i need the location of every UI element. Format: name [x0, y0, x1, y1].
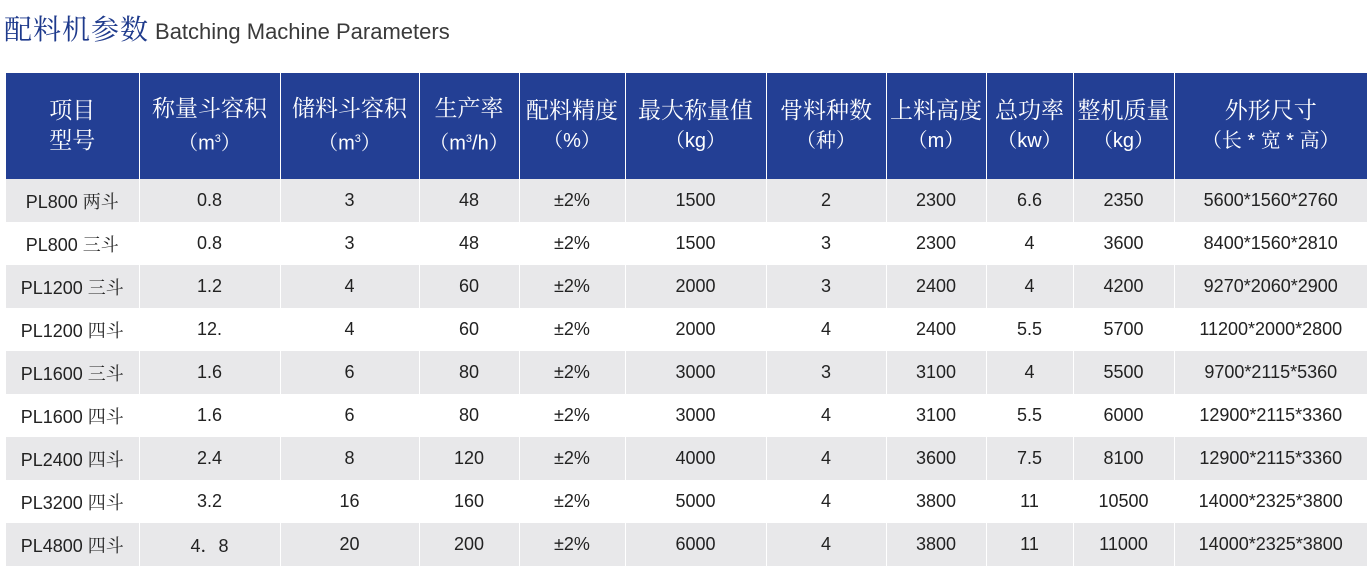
table-cell: 9700*2115*5360 — [1174, 351, 1367, 394]
table-cell: ±2% — [519, 179, 625, 222]
table-cell: 4 — [766, 308, 886, 351]
table-row — [6, 308, 1367, 351]
table-cell: 12900*2115*3360 — [1174, 394, 1367, 437]
header-loading-height: 上料高度 （m） — [886, 73, 986, 179]
table-cell: 4．8 — [139, 523, 280, 566]
table-cell: ±2% — [519, 222, 625, 265]
table-cell: 8100 — [1073, 437, 1174, 480]
table-header-row — [6, 73, 1367, 179]
table-cell: 48 — [419, 222, 519, 265]
table-cell: 3.2 — [139, 480, 280, 523]
table-cell: PL1200 三斗 — [6, 265, 139, 308]
table-cell: 3600 — [1073, 222, 1174, 265]
table-cell: 5000 — [625, 480, 766, 523]
table-cell: 1.2 — [139, 265, 280, 308]
header-machine-mass: 整机质量 （kg） — [1073, 73, 1174, 179]
table-cell: 2 — [766, 179, 886, 222]
table-cell: 200 — [419, 523, 519, 566]
table-cell: 4 — [280, 308, 419, 351]
table-cell: 1.6 — [139, 394, 280, 437]
table-row — [6, 265, 1367, 308]
header-model: 项目 型号 — [6, 73, 139, 179]
table-cell: 2000 — [625, 265, 766, 308]
table-cell: 3 — [280, 222, 419, 265]
table-cell: 14000*2325*3800 — [1174, 523, 1367, 566]
table-cell: PL1600 四斗 — [6, 394, 139, 437]
table-cell: 3100 — [886, 394, 986, 437]
table-cell: 4000 — [625, 437, 766, 480]
header-storage-hopper-volume: 储料斗容积 $(m^3)$ — [280, 73, 419, 179]
table-cell: 4 — [766, 437, 886, 480]
table-cell: 8400*1560*2810 — [1174, 222, 1367, 265]
table-cell: 3600 — [886, 437, 986, 480]
table-cell: 4 — [986, 222, 1073, 265]
title-chinese: 配料机参数 — [4, 13, 150, 46]
table-cell: 11 — [986, 480, 1073, 523]
table-cell: 20 — [280, 523, 419, 566]
table-cell: 4 — [280, 265, 419, 308]
table-cell: 2300 — [886, 179, 986, 222]
table-cell: PL1200 四斗 — [6, 308, 139, 351]
table-cell: 5600*1560*2760 — [1174, 179, 1367, 222]
table-cell: 11 — [986, 523, 1073, 566]
table-cell: 6.6 — [986, 179, 1073, 222]
table-cell: 2400 — [886, 308, 986, 351]
table-cell: 1500 — [625, 222, 766, 265]
table-cell: 9270*2060*2900 — [1174, 265, 1367, 308]
table-cell: 4 — [986, 351, 1073, 394]
table-cell: 10500 — [1073, 480, 1174, 523]
table-cell: 4 — [986, 265, 1073, 308]
table-cell: 80 — [419, 351, 519, 394]
table-cell: 0.8 — [139, 222, 280, 265]
table-cell: 5.5 — [986, 394, 1073, 437]
table-cell: 5500 — [1073, 351, 1174, 394]
table-cell: ±2% — [519, 480, 625, 523]
table-row — [6, 480, 1367, 523]
table-cell: 12900*2115*3360 — [1174, 437, 1367, 480]
table-row — [6, 523, 1367, 566]
table-cell: 0.8 — [139, 179, 280, 222]
table-cell: 2000 — [625, 308, 766, 351]
table-cell: PL4800 四斗 — [6, 523, 139, 566]
table-row — [6, 351, 1367, 394]
table-cell: 6000 — [625, 523, 766, 566]
table-row — [6, 222, 1367, 265]
table-cell: 3000 — [625, 351, 766, 394]
header-total-power: 总功率 （kw） — [986, 73, 1073, 179]
table-cell: 3000 — [625, 394, 766, 437]
table-row — [6, 437, 1367, 480]
table-cell: 2.4 — [139, 437, 280, 480]
table-cell: 1500 — [625, 179, 766, 222]
table-row — [6, 179, 1367, 222]
table-cell: 16 — [280, 480, 419, 523]
table-cell: 4 — [766, 480, 886, 523]
table-cell: PL2400 四斗 — [6, 437, 139, 480]
table-body — [6, 179, 1367, 566]
page-title — [4, 8, 450, 48]
header-dimensions: 外形尺寸 （长 * 宽 * 高） — [1174, 73, 1367, 179]
table-cell: 12. — [139, 308, 280, 351]
table-cell: ±2% — [519, 308, 625, 351]
table-cell: 3 — [766, 265, 886, 308]
table-cell: 4200 — [1073, 265, 1174, 308]
table-cell: 1.6 — [139, 351, 280, 394]
table-cell: 11200*2000*2800 — [1174, 308, 1367, 351]
header-aggregate-types: 骨料种数 （种） — [766, 73, 886, 179]
table-cell: 3100 — [886, 351, 986, 394]
table-cell: 4 — [766, 394, 886, 437]
table-cell: 3 — [766, 222, 886, 265]
parameters-table — [6, 73, 1367, 566]
table-cell: 2350 — [1073, 179, 1174, 222]
table-cell: PL1600 三斗 — [6, 351, 139, 394]
table-cell: ±2% — [519, 437, 625, 480]
header-accuracy: 配料精度 （%） — [519, 73, 625, 179]
header-productivity: 生产率 $(m^3/h)$ — [419, 73, 519, 179]
table-cell: PL800 三斗 — [6, 222, 139, 265]
table-cell: 2400 — [886, 265, 986, 308]
table-cell: 3 — [280, 179, 419, 222]
table-cell: PL3200 四斗 — [6, 480, 139, 523]
table-cell: 3800 — [886, 480, 986, 523]
table-cell: PL800 两斗 — [6, 179, 139, 222]
table-cell: ±2% — [519, 265, 625, 308]
table-cell: 5.5 — [986, 308, 1073, 351]
header-weigh-hopper-volume: 称量斗容积 $(m^3)$ — [139, 73, 280, 179]
table-cell: 3 — [766, 351, 886, 394]
table-cell: 6 — [280, 351, 419, 394]
table-row — [6, 394, 1367, 437]
table-cell: 7.5 — [986, 437, 1073, 480]
table-cell: 8 — [280, 437, 419, 480]
title-english: Batching Machine Parameters — [155, 19, 450, 44]
table-cell: 6 — [280, 394, 419, 437]
table-cell: 6000 — [1073, 394, 1174, 437]
table-cell: 2300 — [886, 222, 986, 265]
table-cell: 80 — [419, 394, 519, 437]
table-cell: ±2% — [519, 351, 625, 394]
table-cell: 14000*2325*3800 — [1174, 480, 1367, 523]
table-cell: 160 — [419, 480, 519, 523]
table-cell: 60 — [419, 265, 519, 308]
table-cell: 5700 — [1073, 308, 1174, 351]
table-cell: 11000 — [1073, 523, 1174, 566]
table-cell: 120 — [419, 437, 519, 480]
table-cell: ±2% — [519, 523, 625, 566]
table-cell: ±2% — [519, 394, 625, 437]
header-max-weighing: 最大称量值 （kg） — [625, 73, 766, 179]
table-cell: 3800 — [886, 523, 986, 566]
table-cell: 48 — [419, 179, 519, 222]
table-cell: 60 — [419, 308, 519, 351]
table-cell: 4 — [766, 523, 886, 566]
